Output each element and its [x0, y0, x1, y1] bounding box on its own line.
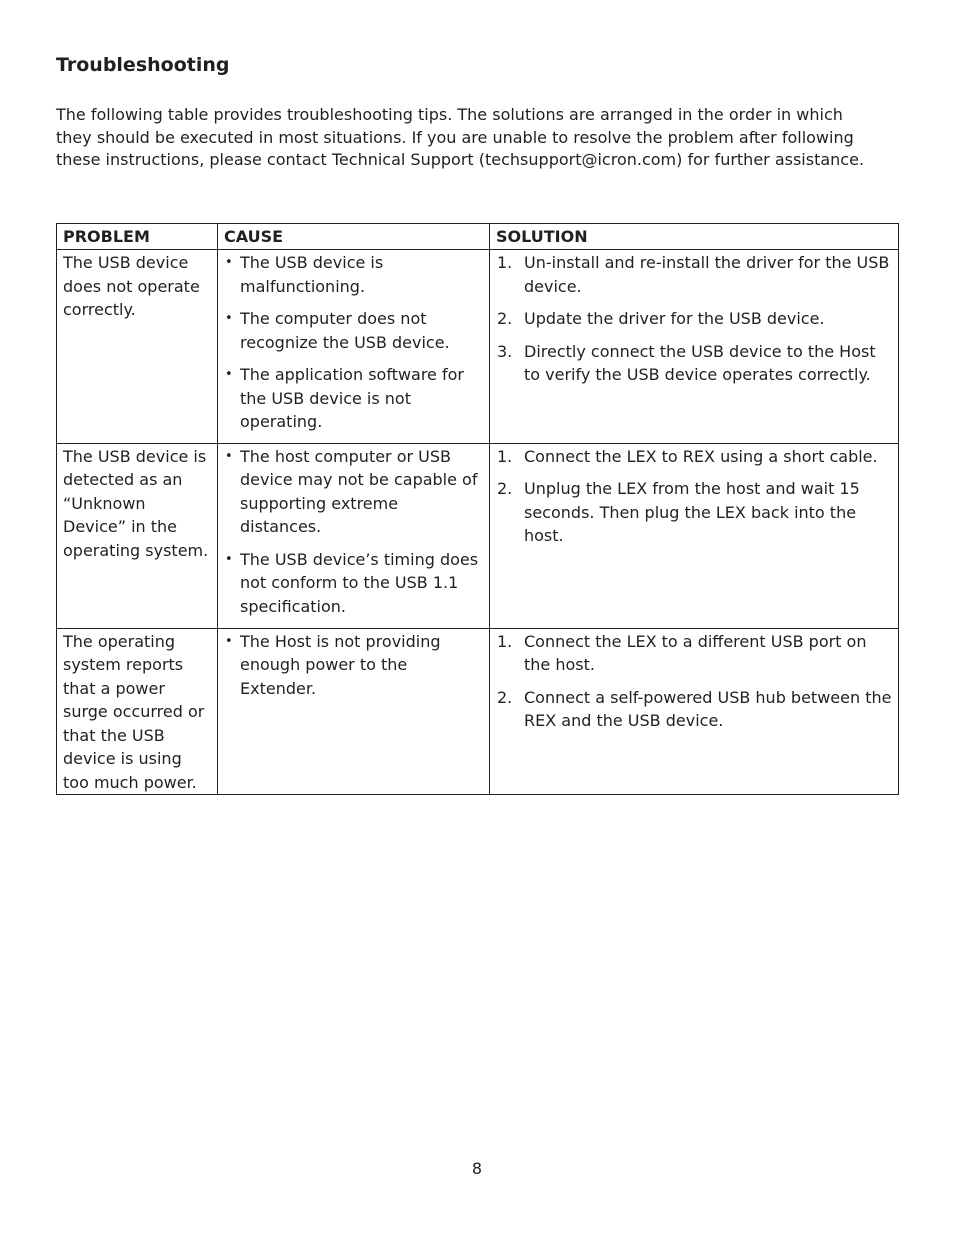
cause-cell: [218, 250, 490, 444]
step-number: 1.: [497, 253, 513, 272]
solution-column-header: SOLUTION: [490, 224, 899, 250]
cause-text: The application software for the USB device is not operating.: [240, 365, 464, 431]
step-number: 2.: [497, 687, 513, 707]
solution-cell: [490, 628, 899, 795]
cause-text: The computer does not recognize the USB device.: [240, 309, 450, 352]
problem-cell: The USB device is detected as an “Unknown Device” in the operating system.: [57, 443, 218, 628]
solution-text: Connect the LEX to a different USB port on the host.: [524, 631, 867, 674]
solution-text: Un-install and re-install the driver for the USB device.: [524, 253, 890, 296]
solution-text: Unplug the LEX from the host and wait 15 seconds. Then plug the LEX back into the host.: [524, 479, 860, 545]
solution-item: [496, 630, 893, 677]
cause-item: [224, 630, 484, 701]
cause-item: [224, 445, 484, 539]
solution-list: [496, 251, 893, 387]
cause-list: [224, 630, 484, 701]
cause-text: The host computer or USB device may not be capable of supporting extreme distances.: [240, 446, 478, 536]
cause-column-header: CAUSE: [218, 224, 490, 250]
solution-item: [496, 445, 893, 469]
solution-item: [496, 477, 893, 548]
cause-cell: [218, 628, 490, 795]
cause-cell: [218, 443, 490, 628]
solution-item: [496, 686, 893, 733]
cause-item: [224, 363, 484, 434]
solution-text: Update the driver for the USB device.: [524, 309, 825, 328]
cause-list: [224, 445, 484, 619]
intro-paragraph: The following table provides troubleshooting tips. The solutions are arranged in the order in which they should be executed in most situations. If you are unable to resolve the problem after following these instructions, please contact Technical Support (techsupport@icron.com) for further assistance.: [56, 105, 865, 170]
step-number: 2.: [497, 479, 513, 498]
solution-cell: [490, 443, 899, 628]
page-number: 8: [471, 1159, 483, 1178]
solution-text: Connect the LEX to REX using a short cable.: [524, 446, 878, 466]
solution-item: [496, 340, 893, 387]
step-number: 2.: [497, 309, 513, 328]
problem-cell: The operating system reports that a power surge occurred or that the USB device is using too much power.: [57, 628, 218, 795]
cause-list: [224, 251, 484, 434]
problem-column-header: PROBLEM: [57, 224, 218, 250]
solution-text: Directly connect the USB device to the Host to verify the USB device operates correctly.: [524, 341, 876, 384]
step-number: 1.: [497, 446, 513, 466]
bullet-icon: •: [225, 633, 233, 649]
bullet-icon: •: [225, 551, 233, 567]
solution-item: [496, 307, 893, 331]
page-heading: Troubleshooting: [56, 54, 230, 76]
solution-text: Connect a self-powered USB hub between the REX and the USB device.: [524, 687, 892, 730]
table-row: [57, 628, 899, 795]
cause-item: [224, 251, 484, 298]
troubleshooting-table: [56, 223, 899, 795]
cause-text: The USB device is malfunctioning.: [240, 253, 384, 296]
solution-list: [496, 630, 893, 733]
solution-item: [496, 251, 893, 298]
bullet-icon: •: [225, 448, 233, 464]
bullet-icon: •: [225, 367, 233, 382]
table-row: [57, 443, 899, 628]
cause-text: The USB device’s timing does not conform to the USB 1.1 specification.: [240, 549, 479, 616]
step-number: 1.: [497, 631, 513, 651]
table-row: [57, 250, 899, 444]
solution-list: [496, 445, 893, 548]
cause-item: [224, 548, 484, 619]
bullet-icon: •: [225, 311, 233, 326]
table-header-row: [57, 224, 899, 250]
cause-text: The Host is not providing enough power to the Extender.: [240, 631, 441, 698]
bullet-icon: •: [225, 255, 233, 270]
cause-item: [224, 307, 484, 354]
problem-cell: The USB device does not operate correctly.: [57, 250, 218, 444]
step-number: 3.: [497, 341, 513, 361]
solution-cell: [490, 250, 899, 444]
